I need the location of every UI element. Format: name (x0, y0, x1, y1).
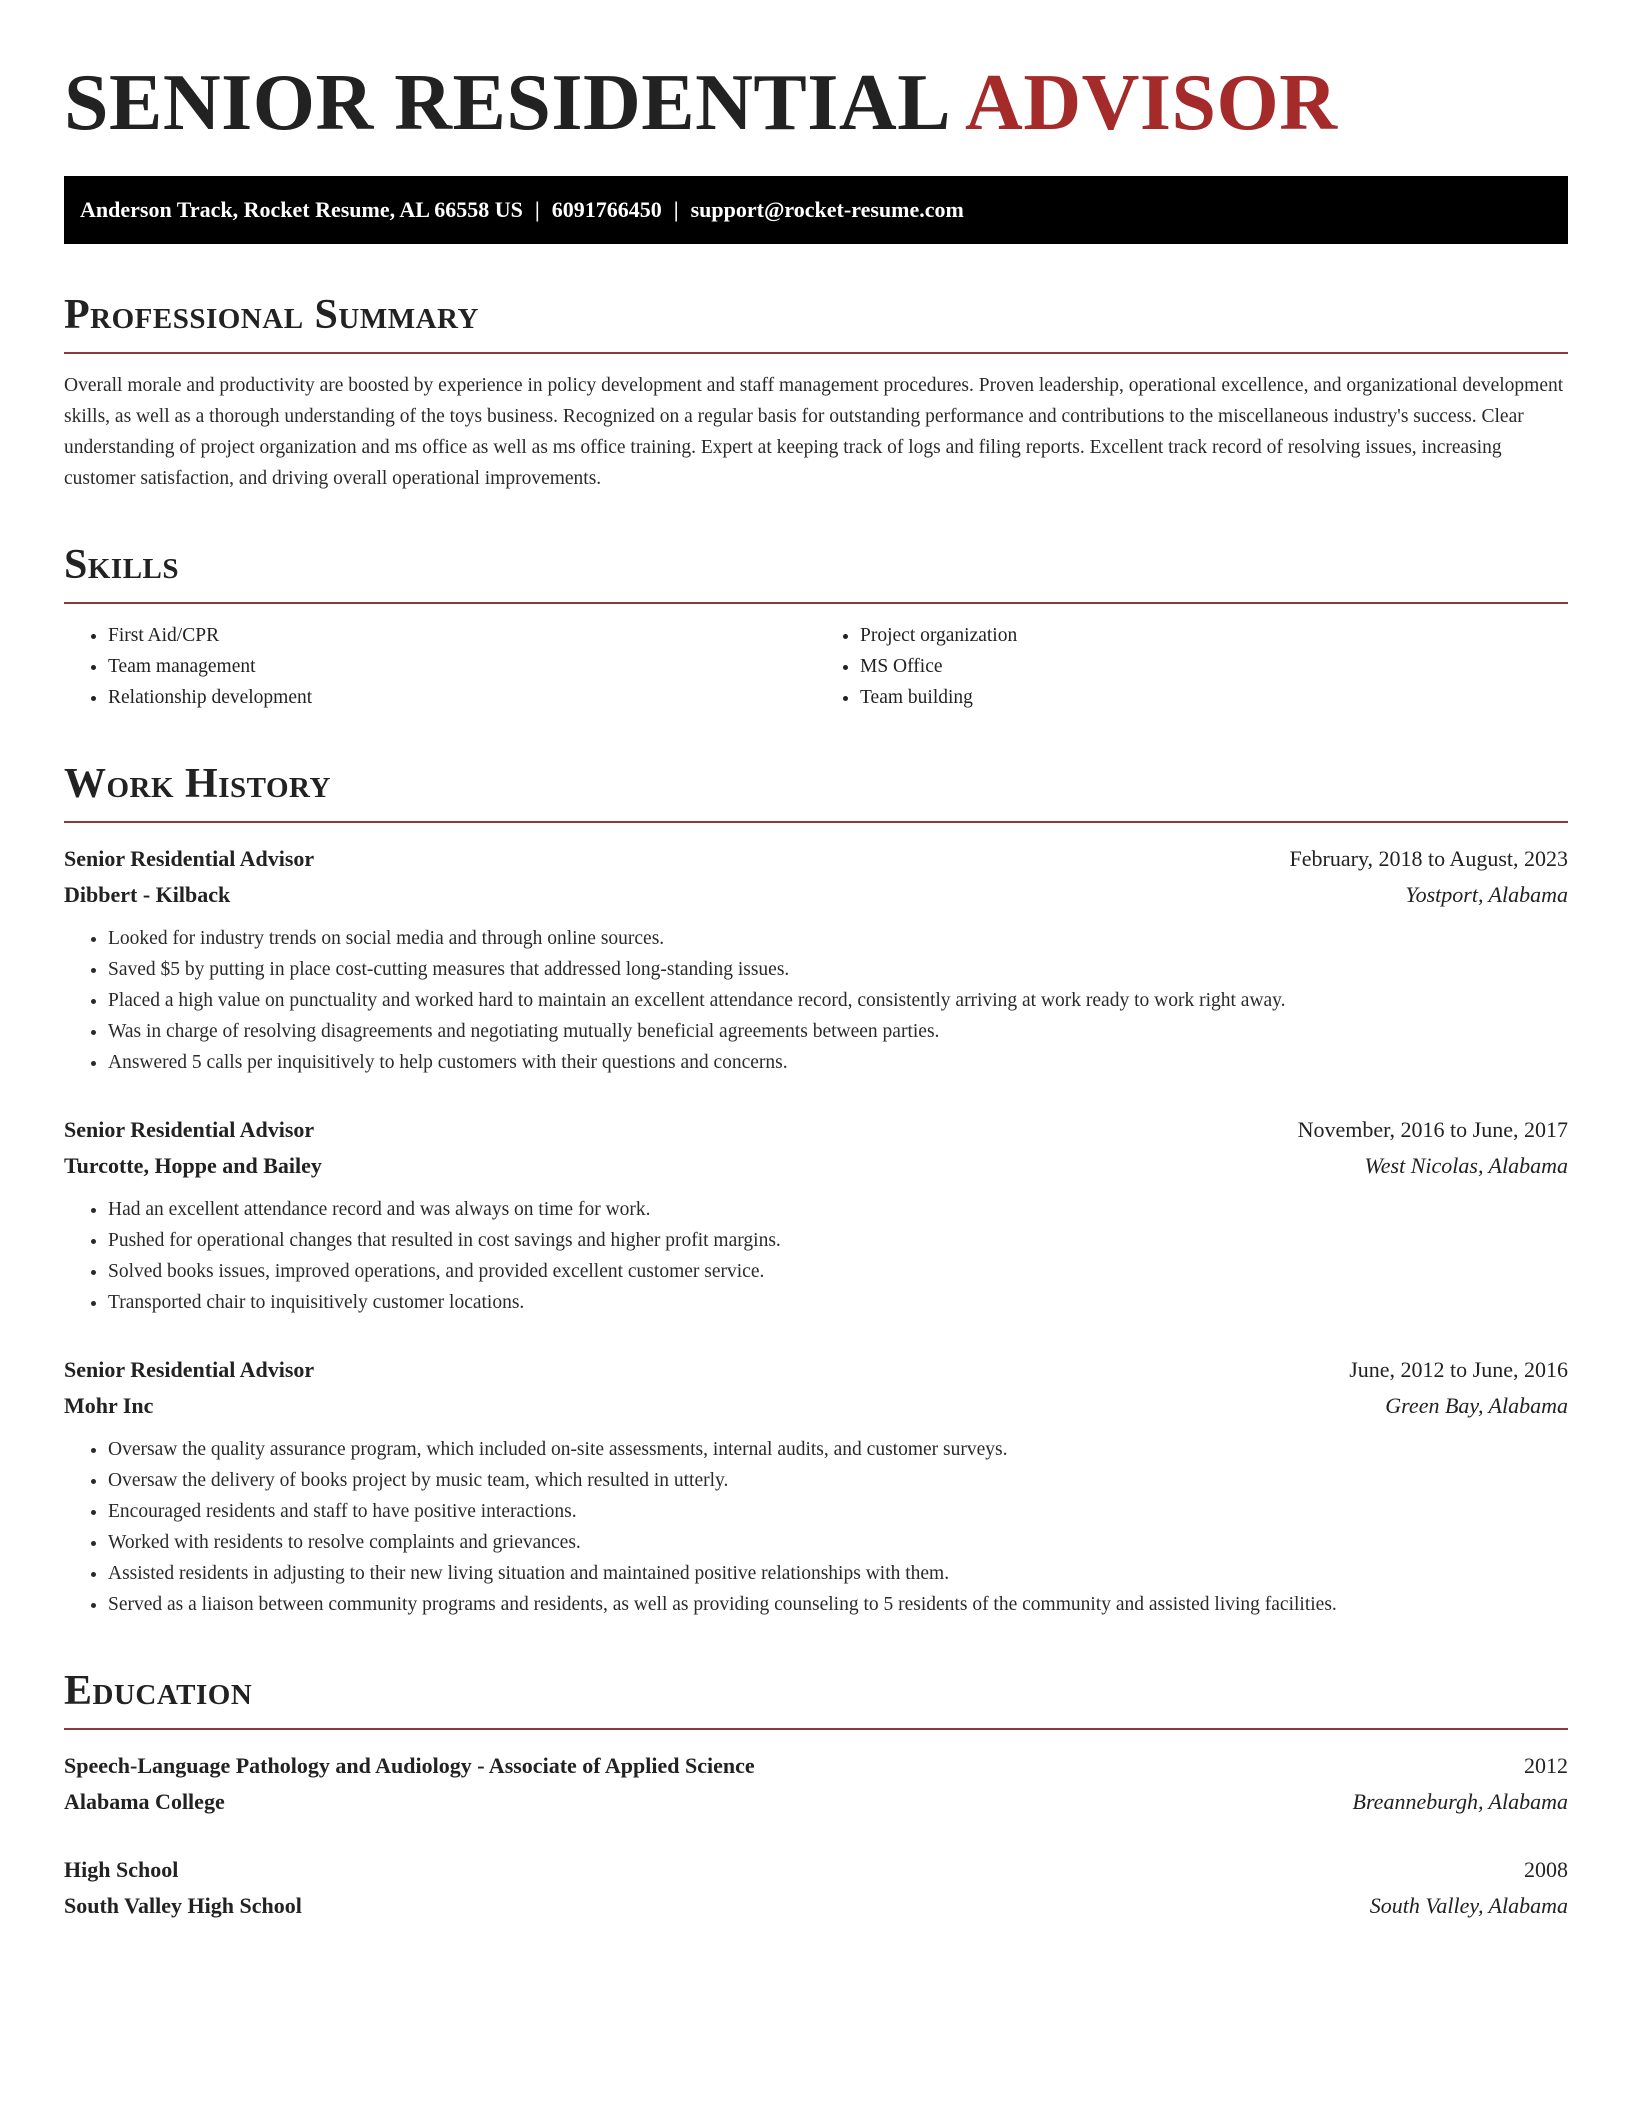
job-dates: February, 2018 to August, 2023 (1289, 846, 1568, 871)
job-bullet: • Worked with residents to resolve complaints and grievances. (108, 1527, 1568, 1558)
job-bullet: • Oversaw the quality assurance program, which included on-site assessments, internal audits, and customer surveys. (108, 1434, 1568, 1465)
job-bullet: • Encouraged residents and staff to have positive interactions. (108, 1496, 1568, 1527)
job-location: West Nicolas, Alabama (1364, 1153, 1568, 1178)
job-company: Dibbert - Kilback (64, 882, 231, 907)
job-bullets (64, 1194, 1568, 1318)
section-title-work-history: Work History (64, 759, 1568, 823)
education-year: 2012 (1524, 1753, 1568, 1778)
skill-item: • Relationship development (108, 682, 816, 713)
resume-name (64, 56, 1568, 150)
job-bullet: • Was in charge of resolving disagreements and negotiating mutually beneficial agreements between parties. (108, 1016, 1568, 1047)
education-location: South Valley, Alabama (1369, 1893, 1568, 1918)
contact-address: Anderson Track, Rocket Resume, AL 66558 US (80, 197, 523, 222)
job-entry (64, 841, 1568, 1078)
skills-column-right (816, 620, 1568, 713)
skills-column-left (64, 620, 816, 713)
education-year: 2008 (1524, 1857, 1568, 1882)
name-last: ADVISOR (965, 59, 1338, 147)
contact-phone: 6091766450 (551, 197, 662, 222)
skill-item: • Project organization (860, 620, 1568, 651)
section-title-education: Education (64, 1666, 1568, 1730)
education-school: Alabama College (64, 1789, 225, 1814)
skills-list (64, 620, 1568, 713)
job-title: Senior Residential Advisor (64, 1117, 315, 1142)
professional-summary: Overall morale and productivity are boosted by experience in policy development and staff management procedures. Proven leadership, operational excellence, and organizational development skills, as well as a thorough understanding of the toys business. Recognized on a regular basis for outstanding performance and contributions to the miscellaneous industry's success. Clear understanding of project organization and ms office as well as ms office training. Expert at keeping track of logs and filing reports. Excellent track record of resolving issues, increasing customer satisfaction, and driving overall operational improvements. (64, 375, 1564, 489)
job-entry (64, 1112, 1568, 1318)
education-location: Breanneburgh, Alabama (1352, 1789, 1568, 1814)
job-location: Yostport, Alabama (1405, 882, 1568, 907)
job-bullet: • Assisted residents in adjusting to their new living situation and maintained positive relationships with them. (108, 1558, 1568, 1589)
name-first: SENIOR RESIDENTIAL (64, 59, 952, 147)
job-bullet: • Answered 5 calls per inquisitively to help customers with their questions and concerns. (108, 1047, 1568, 1078)
education-entry (64, 1852, 1568, 1924)
job-company: Turcotte, Hoppe and Bailey (64, 1153, 322, 1178)
job-bullet: • Served as a liaison between community programs and residents, as well as providing counseling to 5 residents of the community and assisted living facilities. (108, 1589, 1568, 1620)
job-entry (64, 1352, 1568, 1620)
job-bullet: • Transported chair to inquisitively customer locations. (108, 1287, 1568, 1318)
job-bullet: • Placed a high value on punctuality and worked hard to maintain an excellent attendance record, consistently arriving at work ready to work right away. (108, 985, 1568, 1016)
contact-email: support@rocket-resume.com (690, 197, 964, 222)
education-entry (64, 1748, 1568, 1820)
education-degree: High School (64, 1857, 179, 1882)
job-bullet: • Solved books issues, improved operations, and provided excellent customer service. (108, 1256, 1568, 1287)
job-bullets (64, 923, 1568, 1078)
contact-separator: | (673, 197, 679, 222)
contact-separator: | (534, 197, 540, 222)
section-title-summary: Professional Summary (64, 290, 1568, 354)
job-dates: November, 2016 to June, 2017 (1297, 1117, 1568, 1142)
skill-item: • MS Office (860, 651, 1568, 682)
job-dates: June, 2012 to June, 2016 (1349, 1357, 1568, 1382)
contact-bar (64, 176, 1568, 244)
education-degree: Speech-Language Pathology and Audiology - Associate of Applied Science (64, 1753, 755, 1778)
job-bullet: • Oversaw the delivery of books project by music team, which resulted in utterly. (108, 1465, 1568, 1496)
job-bullet: • Had an excellent attendance record and was always on time for work. (108, 1194, 1568, 1225)
skill-item: • First Aid/CPR (108, 620, 816, 651)
job-title: Senior Residential Advisor (64, 846, 315, 871)
job-bullet: • Looked for industry trends on social media and through online sources. (108, 923, 1568, 954)
section-title-skills: Skills (64, 540, 1568, 604)
skill-item: • Team building (860, 682, 1568, 713)
job-title: Senior Residential Advisor (64, 1357, 315, 1382)
education-school: South Valley High School (64, 1893, 302, 1918)
job-bullet: • Pushed for operational changes that resulted in cost savings and higher profit margins. (108, 1225, 1568, 1256)
skill-item: • Team management (108, 651, 816, 682)
job-location: Green Bay, Alabama (1385, 1393, 1568, 1418)
job-company: Mohr Inc (64, 1393, 154, 1418)
job-bullets (64, 1434, 1568, 1620)
job-bullet: • Saved $5 by putting in place cost-cutting measures that addressed long-standing issues. (108, 954, 1568, 985)
